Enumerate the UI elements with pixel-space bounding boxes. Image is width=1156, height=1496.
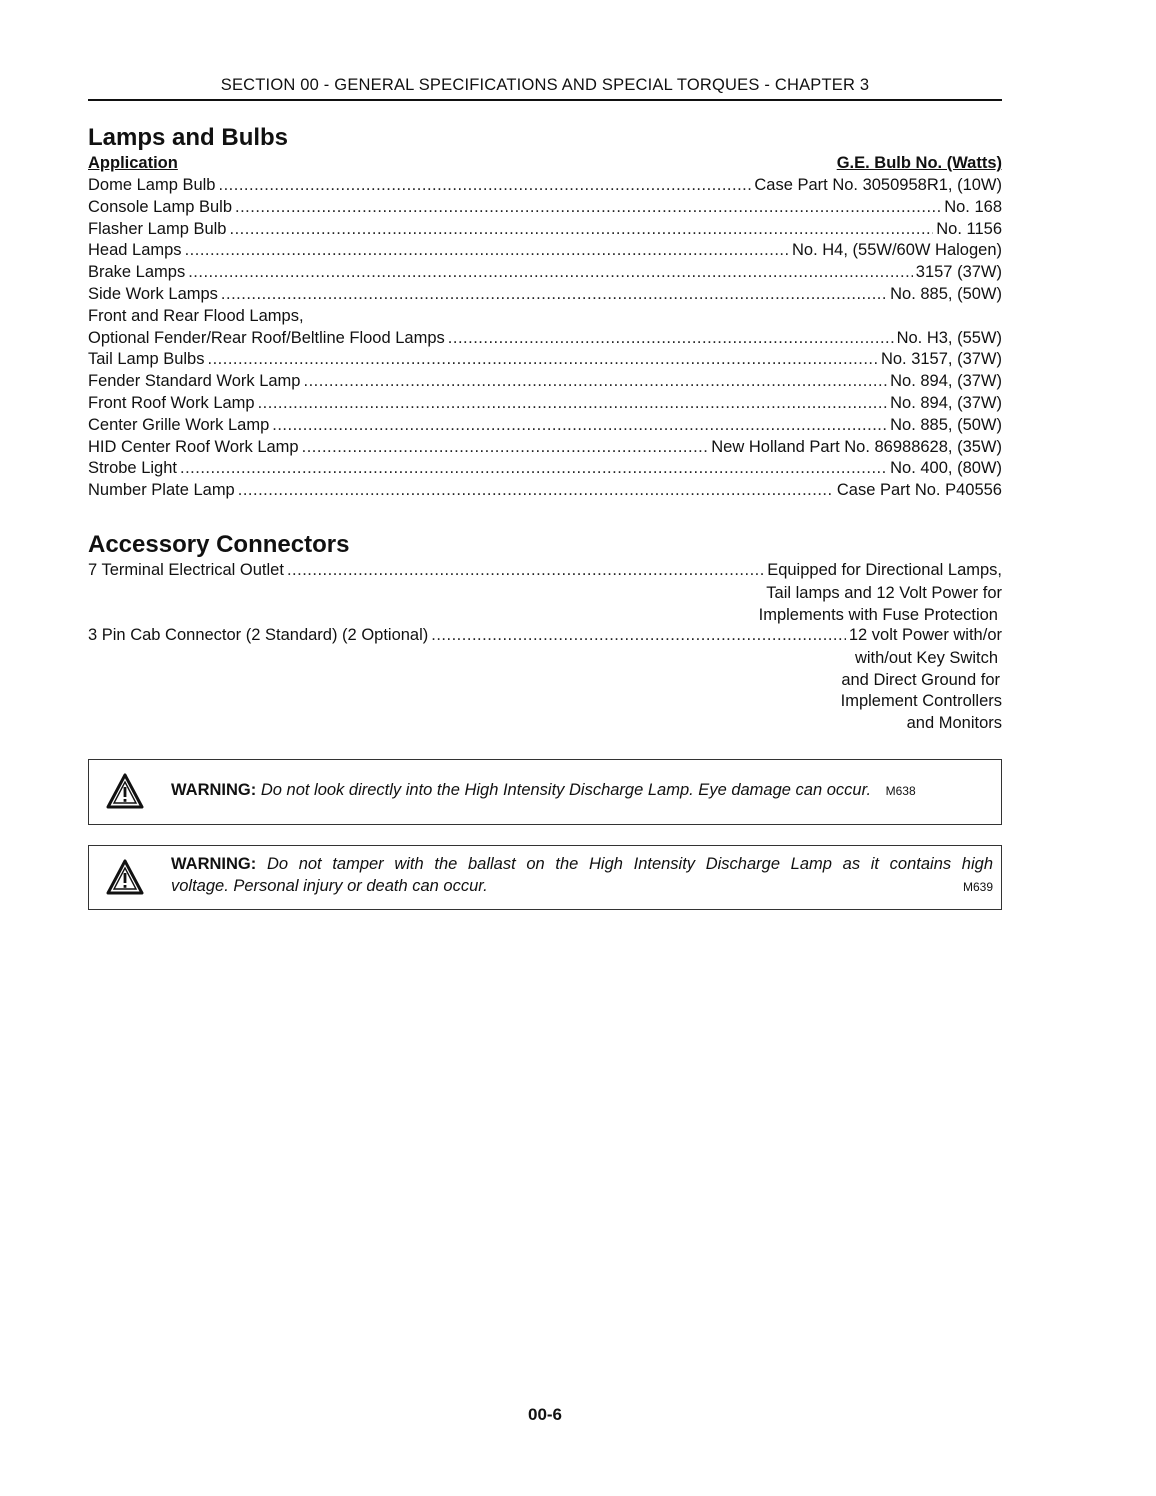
dot-leader bbox=[207, 350, 877, 369]
lamp-bulb: No. H4, (55W/60W Halogen) bbox=[792, 241, 1002, 260]
lamp-application: Console Lamp Bulb bbox=[88, 197, 233, 216]
accessory-label: 7 Terminal Electrical Outlet bbox=[88, 561, 284, 579]
accessory-section-title: Accessory Connectors bbox=[88, 531, 350, 558]
lamp-bulb: Case Part No. P40556 bbox=[836, 481, 1002, 500]
lamp-application: Tail Lamp Bulbs bbox=[88, 350, 205, 369]
lamps-section-title: Lamps and Bulbs bbox=[88, 124, 289, 151]
lamps-column-headers bbox=[88, 154, 1002, 176]
lamp-application: Number Plate Lamp bbox=[88, 481, 235, 500]
lamp-bulb: No. 168 bbox=[944, 197, 1002, 216]
dot-leader bbox=[188, 263, 913, 282]
dot-leader bbox=[235, 198, 941, 217]
dot-leader bbox=[221, 285, 887, 304]
dot-leader bbox=[238, 481, 834, 500]
warning-line-1 bbox=[171, 853, 993, 875]
dot-leader bbox=[303, 372, 887, 391]
lamp-row bbox=[88, 263, 1002, 285]
lamp-row bbox=[88, 198, 1002, 220]
accessory-value-line: and Direct Ground for bbox=[841, 670, 1000, 689]
lamp-application: Flasher Lamp Bulb bbox=[88, 219, 227, 238]
lamp-application: Optional Fender/Rear Roof/Beltline Flood Lamps bbox=[88, 328, 445, 347]
lamp-row bbox=[88, 329, 1002, 351]
running-header: SECTION 00 - GENERAL SPECIFICATIONS AND SPECIAL TORQUES - CHAPTER 3 bbox=[220, 76, 870, 94]
lamp-bulb: No. 885, (50W) bbox=[890, 415, 1002, 434]
lamp-bulb: Case Part No. 3050958R1, (10W) bbox=[754, 176, 1002, 194]
accessory-value-line: Tail lamps and 12 Volt Power for bbox=[766, 583, 1002, 602]
lamp-row bbox=[88, 350, 1002, 372]
lamp-application: HID Center Roof Work Lamp bbox=[88, 437, 299, 456]
dot-leader bbox=[185, 241, 789, 260]
lamp-row bbox=[88, 416, 1002, 438]
lamp-bulb: No. 1156 bbox=[936, 219, 1002, 238]
page-number: 00-6 bbox=[527, 1405, 563, 1424]
lamp-application: Center Grille Work Lamp bbox=[88, 415, 270, 434]
lamp-bulb: No. 894, (37W) bbox=[890, 393, 1002, 412]
dot-leader bbox=[258, 394, 888, 413]
accessory-label: 3 Pin Cab Connector (2 Standard) (2 Optional) bbox=[88, 626, 429, 644]
lamp-bulb: No. H3, (55W) bbox=[896, 328, 1002, 347]
lamp-row bbox=[88, 481, 1002, 503]
accessory-value-line: Equipped for Directional Lamps, bbox=[767, 561, 1002, 579]
dot-leader bbox=[287, 561, 764, 580]
warning-body: voltage. Personal injury or death can occur. bbox=[171, 877, 488, 895]
lamp-application: Front and Rear Flood Lamps, bbox=[88, 306, 304, 325]
warning-box bbox=[88, 759, 1002, 825]
warning-line-2 bbox=[171, 875, 993, 898]
column-header-application: Application bbox=[88, 154, 178, 172]
lamp-row bbox=[88, 176, 1002, 198]
lamp-bulb: No. 400, (80W) bbox=[890, 459, 1002, 478]
lamp-application: Side Work Lamps bbox=[88, 284, 218, 303]
warning-triangle-icon bbox=[105, 772, 145, 810]
lamp-row bbox=[88, 220, 1002, 242]
lamp-bulb: 3157 (37W) bbox=[915, 263, 1002, 282]
warning-text bbox=[171, 779, 993, 802]
warning-label: WARNING: bbox=[171, 855, 257, 873]
accessory-value-line: 12 volt Power with/or bbox=[848, 626, 1002, 644]
warning-triangle-icon bbox=[105, 858, 145, 896]
lamp-row bbox=[88, 307, 1002, 329]
lamp-bulb: New Holland Part No. 86988628, (35W) bbox=[711, 437, 1002, 456]
warning-code: M639 bbox=[962, 880, 993, 894]
warning-text bbox=[171, 853, 993, 898]
lamp-application: Dome Lamp Bulb bbox=[88, 176, 216, 194]
lamp-application: Head Lamps bbox=[88, 241, 182, 260]
lamp-row bbox=[88, 394, 1002, 416]
lamp-bulb: No. 894, (37W) bbox=[890, 372, 1002, 391]
column-header-bulb: G.E. Bulb No. (Watts) bbox=[836, 154, 1002, 172]
accessory-value-line: and Monitors bbox=[906, 714, 1002, 733]
header-rule bbox=[88, 99, 1002, 101]
warning-label: WARNING: bbox=[171, 781, 257, 799]
lamp-row bbox=[88, 241, 1002, 263]
lamp-bulb: No. 885, (50W) bbox=[890, 284, 1002, 303]
lamp-row bbox=[88, 285, 1002, 307]
lamp-row bbox=[88, 438, 1002, 460]
accessory-value-line: Implements with Fuse Protection bbox=[758, 605, 998, 624]
dot-leader bbox=[180, 459, 887, 478]
lamp-application: Strobe Light bbox=[88, 459, 177, 478]
lamps-table bbox=[88, 176, 1002, 503]
dot-leader bbox=[302, 438, 709, 457]
dot-leader bbox=[431, 626, 846, 645]
lamp-application: Brake Lamps bbox=[88, 263, 186, 282]
accessory-item bbox=[88, 561, 1002, 626]
lamp-row bbox=[88, 459, 1002, 481]
dot-leader bbox=[230, 220, 934, 239]
dot-leader bbox=[272, 416, 887, 435]
lamp-application: Front Roof Work Lamp bbox=[88, 393, 255, 412]
accessory-row bbox=[88, 626, 1002, 648]
lamp-row bbox=[88, 372, 1002, 394]
accessory-item bbox=[88, 626, 1002, 735]
warning-code: M638 bbox=[885, 784, 916, 798]
warning-body: Do not look directly into the High Intensity Discharge Lamp. Eye damage can occur. bbox=[260, 781, 872, 799]
warning-box bbox=[88, 845, 1002, 910]
lamp-application: Fender Standard Work Lamp bbox=[88, 372, 301, 391]
accessory-value-line: with/out Key Switch bbox=[854, 648, 998, 667]
accessory-row bbox=[88, 561, 1002, 583]
accessory-value-line: Implement Controllers bbox=[840, 692, 1002, 711]
warning-body: Do not tamper with the ballast on the High Intensity Discharge Lamp as it contains high bbox=[266, 855, 993, 873]
dot-leader bbox=[218, 176, 751, 195]
dot-leader bbox=[448, 329, 894, 348]
lamp-bulb: No. 3157, (37W) bbox=[880, 350, 1002, 369]
